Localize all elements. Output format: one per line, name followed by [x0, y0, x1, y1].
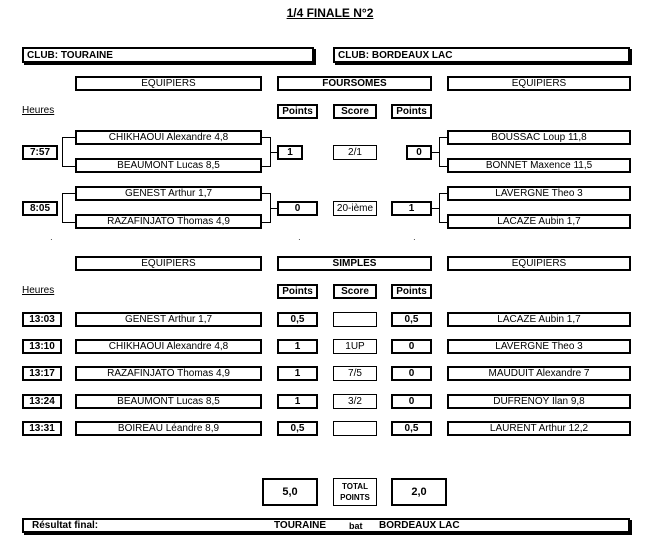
- points-label-right-foursomes: Points: [391, 104, 432, 119]
- simple-right-points: 0: [391, 394, 432, 409]
- total-label-line2: POINTS: [340, 493, 370, 502]
- simple-right-points: 0: [391, 366, 432, 381]
- heures-label-simples: Heures: [22, 285, 55, 296]
- page-title: 1/4 FINALE N°2: [286, 6, 374, 20]
- simple-right-player: LACAZE Aubin 1,7: [447, 312, 631, 327]
- foursome-left-points: 0: [277, 201, 318, 216]
- simple-left-points: 0,5: [277, 312, 318, 327]
- simples-header-center: SIMPLES: [277, 256, 432, 271]
- simple-left-points: 1: [277, 366, 318, 381]
- simple-time: 13:17: [22, 366, 62, 381]
- simple-left-player: CHIKHAOUI Alexandre 4,8: [75, 339, 262, 354]
- simple-right-points: 0,5: [391, 421, 432, 436]
- points-label-left-simples: Points: [277, 284, 318, 299]
- simples-header-left: EQUIPIERS: [75, 256, 262, 271]
- simple-score: 7/5: [333, 366, 377, 381]
- simple-score: 1UP: [333, 339, 377, 354]
- simple-score: [333, 421, 377, 436]
- final-result-bar: [22, 518, 630, 533]
- foursome-left-player: CHIKHAOUI Alexandre 4,8: [75, 130, 262, 145]
- score-label-foursomes: Score: [333, 104, 377, 119]
- foursome-time: 8:05: [22, 201, 58, 216]
- club-right: CLUB: BORDEAUX LAC: [333, 47, 630, 63]
- result-verb: bat: [349, 521, 363, 531]
- foursome-right-points: 1: [391, 201, 432, 216]
- simple-left-player: BOIREAU Léandre 8,9: [75, 421, 262, 436]
- simple-time: 13:03: [22, 312, 62, 327]
- foursome-left-points: 1: [277, 145, 303, 160]
- simple-time: 13:10: [22, 339, 62, 354]
- heures-label-foursomes: Heures: [22, 105, 55, 116]
- simple-left-points: 0,5: [277, 421, 318, 436]
- foursome-left-player: RAZAFINJATO Thomas 4,9: [75, 214, 262, 229]
- simple-left-points: 1: [277, 394, 318, 409]
- simples-header-right: EQUIPIERS: [447, 256, 631, 271]
- foursome-left-player: BEAUMONT Lucas 8,5: [75, 158, 262, 173]
- simple-right-player: DUFRENOY Ilan 9,8: [447, 394, 631, 409]
- simple-score: [333, 312, 377, 327]
- foursomes-header-left: EQUIPIERS: [75, 76, 262, 91]
- result-label: Résultat final:: [32, 520, 99, 531]
- simple-score: 3/2: [333, 394, 377, 409]
- total-label: [333, 478, 377, 506]
- result-loser: BORDEAUX LAC: [379, 520, 460, 531]
- foursome-score: 20-ième: [333, 201, 377, 216]
- total-label-line1: TOTAL: [342, 482, 368, 491]
- simple-right-points: 0,5: [391, 312, 432, 327]
- simple-right-player: LAURENT Arthur 12,2: [447, 421, 631, 436]
- foursome-right-player: LACAZE Aubin 1,7: [447, 214, 631, 229]
- foursome-score: 2/1: [333, 145, 377, 160]
- simple-left-points: 1: [277, 339, 318, 354]
- club-left: CLUB: TOURAINE: [22, 47, 314, 63]
- foursome-right-points: 0: [406, 145, 432, 160]
- result-winner: TOURAINE: [274, 520, 327, 531]
- points-label-left-foursomes: Points: [277, 104, 318, 119]
- simple-left-player: GENEST Arthur 1,7: [75, 312, 262, 327]
- simple-right-player: LAVERGNE Theo 3: [447, 339, 631, 354]
- total-right: 2,0: [391, 478, 447, 506]
- foursome-right-player: BOUSSAC Loup 11,8: [447, 130, 631, 145]
- foursome-right-player: BONNET Maxence 11,5: [447, 158, 631, 173]
- foursomes-header-center: FOURSOMES: [277, 76, 432, 91]
- score-label-simples: Score: [333, 284, 377, 299]
- simple-left-player: RAZAFINJATO Thomas 4,9: [75, 366, 262, 381]
- foursome-time: 7:57: [22, 145, 58, 160]
- total-left: 5,0: [262, 478, 318, 506]
- simple-left-player: BEAUMONT Lucas 8,5: [75, 394, 262, 409]
- foursome-right-player: LAVERGNE Theo 3: [447, 186, 631, 201]
- simple-time: 13:31: [22, 421, 62, 436]
- foursomes-header-right: EQUIPIERS: [447, 76, 631, 91]
- foursome-left-player: GENEST Arthur 1,7: [75, 186, 262, 201]
- simple-time: 13:24: [22, 394, 62, 409]
- points-label-right-simples: Points: [391, 284, 432, 299]
- simple-right-player: MAUDUIT Alexandre 7: [447, 366, 631, 381]
- simple-right-points: 0: [391, 339, 432, 354]
